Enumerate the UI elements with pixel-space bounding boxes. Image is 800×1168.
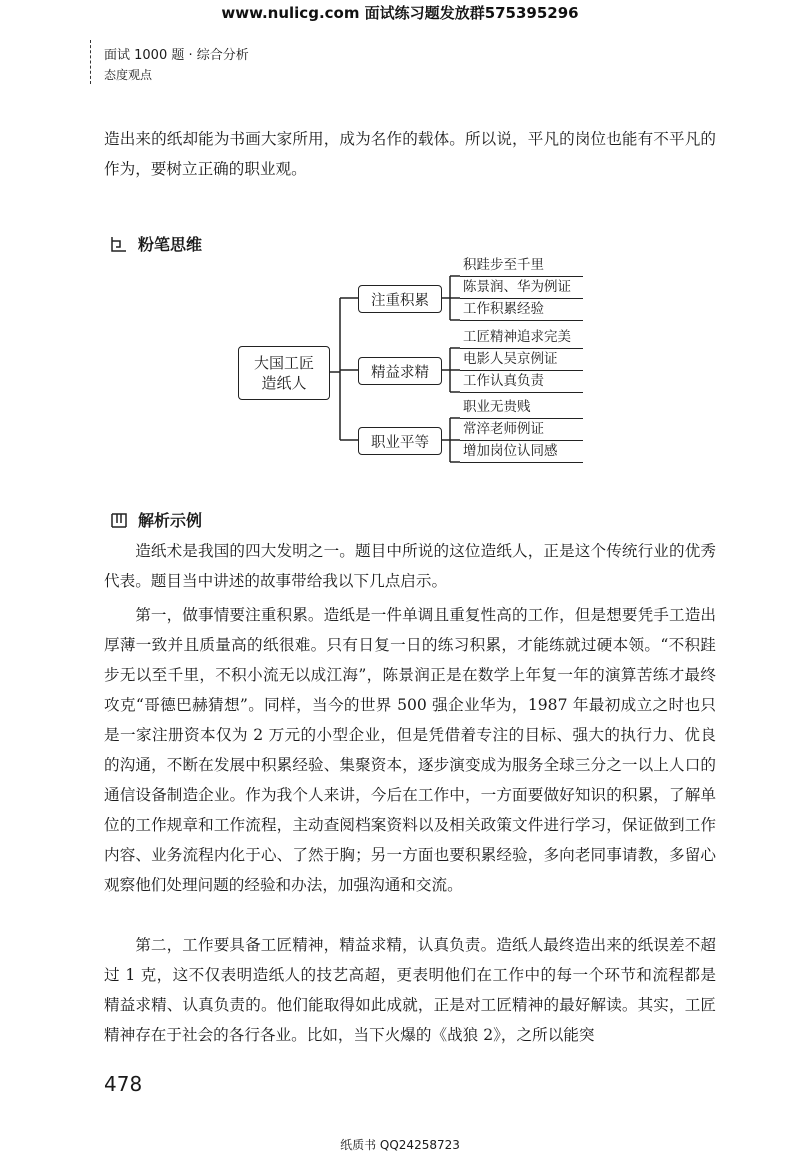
running-title: 面试 1000 题 · 综合分析: [104, 48, 249, 63]
mindmap-leaf: 陈景润、华为例证: [460, 276, 583, 299]
mindmap-leaf: 工作认真负责: [460, 370, 583, 393]
analysis-paragraph: 第一，做事情要注重积累。造纸是一件单调且重复性高的工作，但是想要凭手工造出厚薄一致并且质量高的纸很难。只有日复一日的练习积累，才能练就过硬本领。“不积跬步无以至千里，不积小流无以成江海”，陈景润正是在数学上年复一年的演算苦练才最终攻克“哥德巴赫猜想”。同样，当今的世界 500 强企业华为，1987 年最初成立之时也只是一家注册资本仅为 2 万元的小型企业，但是凭借着专注的目标、强大的执行力、优良的沟通，不断在发展中积累经验、集聚资本，逐步演变成为服务全球三分之一以上人口的通信设备制造企业。作为我个人来讲，今后在工作中，一方面要做好知识的积累，了解单位的工作规章和工作流程，主动查阅档案资料以及相关政策文件进行学习，保证做到工作内容、业务流程内化于心、了然于胸；另一方面也要积累经验，多向老同事请教，多留心观察他们处理问题的经验和办法，加强沟通和交流。: [104, 606, 716, 894]
analysis-heading-text: 解析示例: [138, 511, 203, 530]
mindmap-branch: 精益求精: [358, 357, 442, 385]
analysis-paragraph: 造纸术是我国的四大发明之一。题目中所说的这位造纸人，正是这个传统行业的优秀代表。题目当中讲述的故事带给我以下几点启示。: [104, 542, 716, 590]
mindmap-leaf: 积跬步至千里: [460, 254, 583, 277]
analysis-paragraph: 第二，工作要具备工匠精神，精益求精，认真负责。造纸人最终造出来的纸误差不超过 1 克，这不仅表明造纸人的技艺高超，更表明他们在工作中的每一个环节和流程都是精益求精、认真负责的。他们能取得如此成就，正是对工匠精神的最好解读。其实，工匠精神存在于社会的各行各业。比如，当下火爆的《战狼 2》，之所以能突: [104, 936, 716, 1044]
mindmap-leaf: 常淬老师例证: [460, 418, 583, 441]
page-number: 478: [104, 1072, 143, 1096]
mindmap-branch: 职业平等: [358, 427, 442, 455]
running-subtitle: 态度观点: [104, 68, 153, 82]
analysis-icon: [110, 511, 128, 533]
mindmap-heading-text: 粉笔思维: [138, 235, 203, 254]
analysis-heading: [110, 508, 202, 533]
mindmap-leaf: 职业无贵贱: [460, 396, 583, 419]
mindmap-root: 大国工匠 造纸人: [238, 346, 330, 400]
mindmap-leaf: 工匠精神追求完美: [460, 326, 583, 349]
mindmap-branch: 注重积累: [358, 285, 442, 313]
intro-paragraph: 造出来的纸却能为书画大家所用，成为名作的载体。所以说，平凡的岗位也能有不平凡的作为，要树立正确的职业观。: [104, 130, 716, 178]
mindmap-leaf: 增加岗位认同感: [460, 440, 583, 463]
top-banner: www.nulicg.com 面试练习题发放群575395296: [221, 4, 579, 22]
footer-watermark: 纸质书 QQ24258723: [340, 1138, 460, 1152]
mindmap-leaf: 工作积累经验: [460, 298, 583, 321]
mindmap-leaf: 电影人吴京例证: [460, 348, 583, 371]
